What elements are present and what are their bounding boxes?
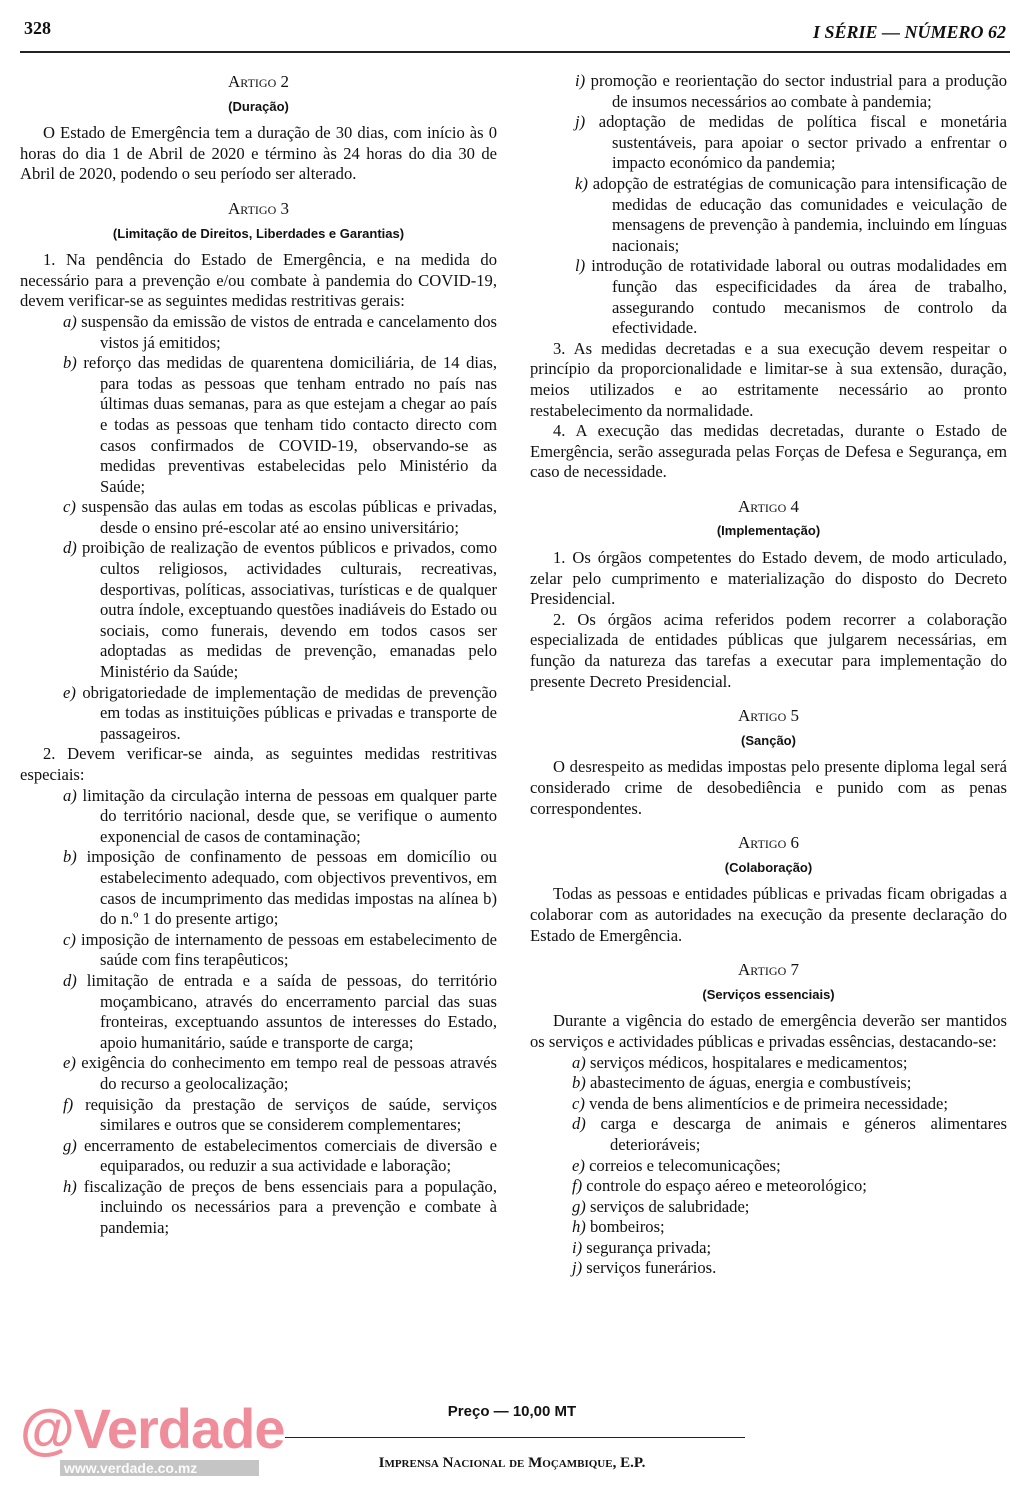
list-item — [530, 1073, 1007, 1094]
paragraph: 3. As medidas decretadas e a sua execução devem respeitar o princípio da proporcionalidade e limitar-se à sua extensão, duração, meios utilizados e ao estritamente necessário ao pronto restabelecimento da normalidade. — [530, 338, 1007, 420]
list-item-text: fiscalização de preços de bens essenciais para a população, incluindo os necessários para a prevenção e combate à pandemia; — [83, 1176, 497, 1238]
list-item-label: e) — [572, 1155, 585, 1175]
list-item-text: obrigatoriedade de implementação de medidas de prevenção em todas as instituições públicas e privadas e transporte de passageiros. — [82, 682, 497, 743]
list-item-text: carga e descarga de animais e géneros alimentares deterioráveis; — [600, 1114, 1007, 1154]
list-item — [530, 1258, 1007, 1279]
list-item-text: serviços de salubridade; — [589, 1196, 750, 1216]
article-heading: Artigo 6 — [738, 833, 799, 853]
article-subtitle: (Limitação de Direitos, Liberdades e Garantias) — [112, 225, 405, 241]
list-item-label: e) — [63, 682, 76, 702]
list-item-text: adoptação de medidas de política fiscal e monetária sustentáveis, para apoiar o sector privado a enfrentar o impacto económico da pandemia; — [598, 112, 1007, 173]
list-item-label: k) — [575, 173, 588, 193]
list-item — [530, 1176, 1007, 1197]
list-item-text: introdução de rotatividade laboral ou outras modalidades em função das especificidades da área de trabalho, assegurando contudo mecanismos de controlo da efectividade. — [591, 256, 1007, 338]
list-item-text: imposição de confinamento de pessoas em domicílio ou estabelecimento adequado, com objectivos preventivos, em casos de incumprimento das medidas impostas na alínea b) do n.º 1 do presente artigo; — [86, 847, 497, 929]
paragraph: 1. Na pendência do Estado de Emergência, e na medida do necessário para a prevenção e/ou combate à pandemia do COVID-19, devem verificar-se as seguintes medidas restritivas gerais: — [20, 250, 497, 311]
list-item-label: h) — [63, 1176, 77, 1196]
paragraph: 2. Os órgãos acima referidos podem recorrer a colaboração especializada de entidades públicas que julgarem necessárias, em função da natureza das tarefas a executar para implementação do presente Decreto Presidencial. — [530, 609, 1007, 691]
spacer — [530, 692, 1007, 704]
list-item-label: c) — [572, 1093, 585, 1113]
list-item-label: h) — [572, 1217, 586, 1237]
list-item-text: abastecimento de águas, energia e combustíveis; — [589, 1073, 912, 1093]
list-item-text: limitação de entrada e a saída de pessoas, do território moçambicano, através do encerramento parcial das suas fronteiras, exceptuando assuntos de interesses do Estado, apoio humanitário, saúde e transporte de carga; — [86, 970, 497, 1052]
list-item-text: controle do espaço aéreo e meteorológico; — [586, 1176, 867, 1196]
article-heading: Artigo 7 — [738, 960, 799, 980]
list-item-label: a) — [572, 1052, 586, 1072]
list-item — [530, 1197, 1007, 1218]
paragraph: 4. A execução das medidas decretadas, durante o Estado de Emergência, serão assegurada pelas Forças de Defesa e Segurança, em caso de necessidade. — [530, 421, 1007, 482]
list-item — [20, 971, 497, 1053]
article-subtitle: (Serviços essenciais) — [702, 986, 835, 1002]
paragraph: Todas as pessoas e entidades públicas e privadas ficam obrigadas a colaborar com as autoridades na execução da presente declaração do Estado de Emergência. — [530, 884, 1007, 945]
list-item — [530, 1114, 1007, 1155]
paragraph: 2. Devem verificar-se ainda, as seguintes medidas restritivas especiais: — [20, 744, 497, 784]
list-item — [530, 1053, 1007, 1074]
list-item — [20, 497, 497, 538]
price: Preço — 10,00 MT — [447, 1403, 577, 1420]
list-item-label: c) — [63, 929, 76, 949]
article-subtitle: (Colaboração) — [724, 859, 813, 875]
list-item-text: limitação da circulação interna de pessoas em qualquer parte do território nacional, desde que, se verifique o aumento exponencial de casos de contaminação; — [82, 785, 497, 846]
list-item — [530, 1156, 1007, 1177]
list-item-text: exigência do conhecimento em tempo real de pessoas através do recurso a geolocalização; — [81, 1053, 497, 1093]
list-item — [530, 174, 1007, 256]
article-subtitle: (Implementação) — [716, 523, 821, 539]
spacer — [20, 185, 497, 197]
list-item-text: promoção e reorientação do sector industrial para a produção de insumos necessários ao combate à pandemia; — [590, 71, 1007, 111]
list-item — [530, 256, 1007, 338]
article-heading: Artigo 5 — [738, 706, 799, 726]
list-item — [20, 1053, 497, 1094]
list-item-label: c) — [63, 497, 76, 517]
paragraph: O desrespeito as medidas impostas pelo presente diploma legal será considerado crime de desobediência e punido com as penas correspondentes. — [530, 757, 1007, 818]
footer-divider — [285, 1437, 745, 1438]
list-item — [20, 1095, 497, 1136]
list-item-label: b) — [63, 353, 77, 373]
watermark-logo-text: @Verdade — [20, 1397, 285, 1460]
list-item-text: serviços funerários. — [586, 1258, 717, 1278]
list-item — [20, 1177, 497, 1239]
list-item — [530, 1094, 1007, 1115]
article-heading: Artigo 3 — [228, 198, 289, 218]
list-item — [530, 112, 1007, 174]
list-item-text: suspensão das aulas em todas as escolas públicas e privadas, desde o ensino pré-escolar até ao ensino universitário; — [81, 497, 497, 537]
list-item — [20, 538, 497, 682]
list-item-label: j) — [572, 1258, 583, 1278]
list-item-text: bombeiros; — [589, 1217, 665, 1237]
paragraph: O Estado de Emergência tem a duração de 30 dias, com início às 0 horas do dia 1 de Abril de 2020 e término às 24 horas do dia 30 de Abril de 2020, podendo o seu período ser alterado. — [20, 123, 497, 184]
left-column — [20, 70, 497, 1239]
list-item-text: proibição de realização de eventos públicos e privados, como cultos religiosos, actividades culturais, recreativas, desportivas, políticas, associativas, turísticas e de qualquer outra índole, exceptuando questões inadiáveis do Estado ou sociais, como funerais, devendo em todos casos ser adoptadas as medidas de prevenção, emanadas pelo Ministério da Saúde; — [82, 538, 497, 682]
list-item-text: reforço das medidas de quarentena domiciliária, de 14 dias, para todas as pessoas que tenham entrado no país nas últimas duas semanas, para as que estejam a chegar ao país e todas as pessoas que tenham tido contacto directo com casos confirmados de COVID-19, observando-se as medidas preventivas estabelecidas pelo Ministério da Saúde; — [83, 353, 497, 496]
list-item-label: d) — [572, 1114, 586, 1134]
article-subtitle: (Sanção) — [741, 732, 796, 748]
spacer — [530, 819, 1007, 831]
article-subtitle: (Duração) — [228, 98, 289, 114]
list-item-label: a) — [63, 785, 77, 805]
list-item-label: i) — [575, 71, 586, 90]
list-item — [20, 786, 497, 848]
list-item-label: b) — [572, 1073, 586, 1093]
list-item-label: i) — [572, 1237, 583, 1257]
header-divider — [20, 51, 1010, 53]
list-item — [20, 312, 497, 353]
article-heading: Artigo 2 — [228, 72, 289, 91]
right-column — [530, 71, 1007, 1279]
spacer — [530, 483, 1007, 495]
list-item-label: a) — [63, 311, 77, 331]
page-number: 328 — [24, 18, 51, 38]
watermark-url: www.verdade.co.mz — [60, 1460, 259, 1476]
list-item — [530, 71, 1007, 112]
list-item-label: g) — [63, 1135, 77, 1155]
list-item-label: g) — [572, 1196, 586, 1216]
list-item — [20, 683, 497, 745]
list-item-text: correios e telecomunicações; — [589, 1155, 781, 1175]
list-item-text: segurança privada; — [586, 1237, 712, 1257]
list-item-label: b) — [63, 847, 77, 867]
spacer — [530, 946, 1007, 958]
paragraph: 1. Os órgãos competentes do Estado devem, de modo articulado, zelar pelo cumprimento e materialização do disposto do Decreto Presidencial. — [530, 548, 1007, 609]
series-title: I SÉRIE — NÚMERO 62 — [812, 22, 1006, 42]
list-item-label: e) — [63, 1053, 76, 1073]
list-item — [20, 847, 497, 929]
paragraph: Durante a vigência do estado de emergência deverão ser mantidos os serviços e actividades públicas e privadas essências, destacando-se: — [530, 1011, 1007, 1051]
list-item-label: l) — [575, 256, 586, 276]
list-item — [530, 1238, 1007, 1259]
list-item-label: d) — [63, 970, 77, 990]
list-item-text: venda de bens alimentícios e de primeira necessidade; — [589, 1093, 948, 1113]
article-heading: Artigo 4 — [738, 496, 799, 516]
list-item — [20, 353, 497, 497]
list-item-label: f) — [572, 1176, 583, 1196]
list-item-label: j) — [575, 112, 586, 132]
list-item-text: adopção de estratégias de comunicação para intensificação de medidas de educação das comunidades e veiculação de mensagens de prevenção à pandemia, incluindo em línguas nacionais; — [592, 173, 1007, 255]
list-item — [20, 1136, 497, 1177]
list-item-text: serviços médicos, hospitalares e medicamentos; — [589, 1052, 908, 1072]
list-item — [530, 1217, 1007, 1238]
list-item-label: f) — [63, 1094, 74, 1114]
list-item-text: imposição de internamento de pessoas em estabelecimento de saúde com fins terapêuticos; — [80, 929, 497, 970]
list-item-label: d) — [63, 538, 77, 558]
list-item-text: encerramento de estabelecimentos comerciais de diversão e equiparados, ou reduzir a sua actividade e laboração; — [83, 1135, 497, 1176]
list-item-text: requisição da prestação de serviços de saúde, serviços similares e outros que se considerem complementares; — [85, 1094, 497, 1135]
list-item — [20, 930, 497, 971]
publisher: Imprensa Nacional de Moçambique, E.P. — [378, 1455, 646, 1471]
list-item-text: suspensão da emissão de vistos de entrada e cancelamento dos vistos já emitidos; — [81, 311, 497, 352]
